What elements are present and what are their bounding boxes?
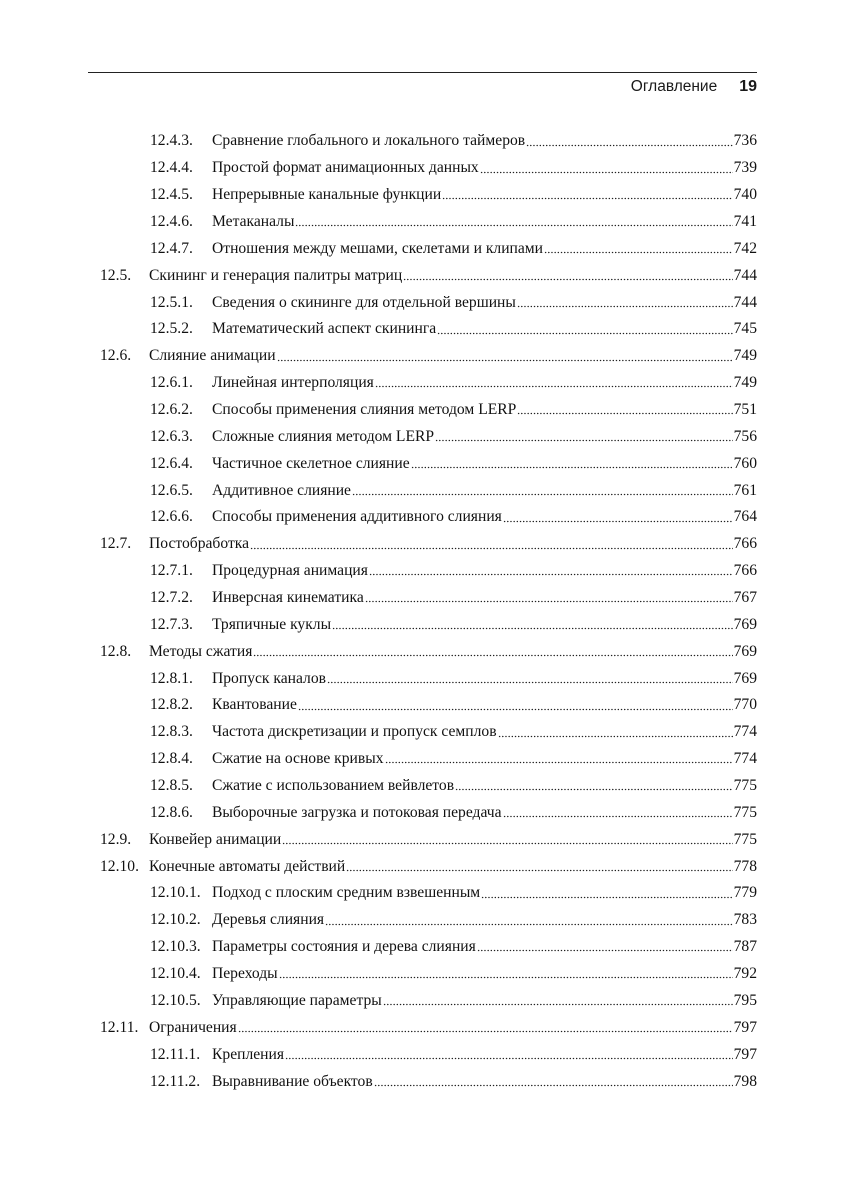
- toc-subsection-entry[interactable]: [0, 1041, 849, 1068]
- toc-entry-page: 741: [733, 213, 757, 230]
- toc-entry-page: 775: [733, 777, 757, 795]
- toc-entry-title: Переходы: [212, 965, 278, 983]
- toc-dot-leader: [477, 939, 733, 955]
- toc-entry-title: Сжатие с использованием вейвлетов: [212, 777, 455, 795]
- toc-entry-page: 795: [733, 991, 757, 1009]
- toc-dot-leader: [383, 993, 733, 1009]
- header-rule: [88, 72, 757, 73]
- toc-section-entry[interactable]: [0, 531, 849, 558]
- toc-entry-title: Управляющие параметры: [212, 991, 382, 1009]
- toc-entry-number: 12.11.2.: [150, 1072, 201, 1090]
- toc-entry-title: Сведения о скининге для отдельной вершины: [212, 293, 516, 311]
- toc-entry-title: Непрерывные канальные функции: [212, 186, 442, 204]
- toc-dot-leader: [374, 1074, 733, 1090]
- toc-subsection-entry[interactable]: [0, 988, 849, 1015]
- toc-entry-page: 797: [733, 1018, 757, 1036]
- toc-entry-page: 745: [733, 320, 757, 338]
- toc-entry-number: 12.10.1.: [150, 884, 201, 902]
- toc-subsection-entry[interactable]: [0, 477, 849, 504]
- toc-entry-title: Сравнение глобального и локального таймеров: [212, 132, 526, 150]
- toc-dot-leader: [498, 725, 733, 741]
- toc-entry-title: Ограничения: [149, 1018, 237, 1036]
- toc-dot-leader: [295, 214, 732, 230]
- toc-entry-number: 12.10.2.: [150, 911, 201, 929]
- toc-entry-number: 12.10.5.: [150, 991, 201, 1009]
- toc-entry-page: 742: [733, 239, 757, 257]
- toc-subsection-entry[interactable]: [0, 961, 849, 988]
- toc-subsection-entry[interactable]: [0, 799, 849, 826]
- toc-subsection-entry[interactable]: [0, 880, 849, 907]
- toc-section-entry[interactable]: [0, 343, 849, 370]
- toc-dot-leader: [238, 1020, 733, 1036]
- toc-entry-page: 749: [733, 374, 757, 392]
- toc-entry-page: 792: [733, 965, 757, 983]
- toc-entry-number: 12.6.6.: [150, 508, 193, 526]
- toc-dot-leader: [455, 778, 733, 794]
- toc-subsection-entry[interactable]: [0, 209, 849, 236]
- toc-entry-number: 12.7.2.: [150, 589, 193, 607]
- running-head: [631, 78, 757, 100]
- toc-entry-page: 767: [733, 589, 757, 607]
- toc-entry-title: Сложные слияния методом LERP: [212, 427, 435, 445]
- toc-entry-number: 12.6.4.: [150, 454, 193, 472]
- toc-entry-page: 766: [733, 562, 757, 580]
- toc-dot-leader: [332, 617, 733, 633]
- toc-entry-number: 12.4.3.: [150, 132, 193, 150]
- toc-entry-title: Тряпичные куклы: [212, 615, 332, 633]
- toc-dot-leader: [285, 1047, 733, 1063]
- toc-entry-title: Способы применения слияния методом LERP: [212, 401, 517, 419]
- toc-subsection-entry[interactable]: [0, 1068, 849, 1095]
- toc-entry-number: 12.9.: [100, 830, 132, 848]
- toc-entry-number: 12.7.3.: [150, 615, 193, 633]
- toc-dot-leader: [346, 859, 732, 875]
- toc-entry-page: 744: [733, 266, 757, 284]
- toc-entry-title: Частота дискретизации и пропуск семплов: [212, 723, 497, 741]
- toc-entry-number: 12.11.1.: [150, 1045, 201, 1063]
- toc-entry-title: Сжатие на основе кривых: [212, 750, 384, 768]
- toc-entry-title: Выравнивание объектов: [212, 1072, 373, 1090]
- toc-dot-leader: [526, 134, 732, 150]
- toc-entry-title: Подход с плоским средним взвешенным: [212, 884, 481, 902]
- toc-dot-leader: [365, 590, 733, 606]
- toc-dot-leader: [385, 751, 733, 767]
- toc-subsection-entry[interactable]: [0, 289, 849, 316]
- toc-entry-title: Выборочные загрузка и потоковая передача: [212, 803, 502, 821]
- toc-entry-title: Квантование: [212, 696, 297, 714]
- toc-entry-page: 744: [733, 293, 757, 311]
- toc-dot-leader: [517, 295, 733, 311]
- toc-entry-number: 12.5.: [100, 266, 132, 284]
- toc-dot-leader: [442, 187, 732, 203]
- toc-entry-page: 769: [733, 615, 757, 633]
- toc-entry-number: 12.8.6.: [150, 803, 193, 821]
- toc-entry-page: 769: [733, 669, 757, 687]
- toc-dot-leader: [375, 375, 733, 391]
- toc-entry-title: Способы применения аддитивного слияния: [212, 508, 502, 526]
- toc-dot-leader: [277, 349, 733, 365]
- toc-subsection-entry[interactable]: [0, 504, 849, 531]
- toc-dot-leader: [435, 429, 733, 445]
- toc-dot-leader: [411, 456, 733, 472]
- toc-dot-leader: [298, 698, 733, 714]
- toc-subsection-entry[interactable]: [0, 155, 849, 182]
- toc-entry-number: 12.5.1.: [150, 293, 193, 311]
- toc-entry-title: Линейная интерполяция: [212, 374, 374, 392]
- toc-dot-leader: [279, 966, 733, 982]
- toc-entry-page: 779: [733, 884, 757, 902]
- toc-subsection-entry[interactable]: [0, 397, 849, 424]
- toc-entry-number: 12.10.: [100, 857, 139, 875]
- toc-subsection-entry[interactable]: [0, 128, 849, 155]
- toc-entry-title: Методы сжатия: [149, 642, 253, 660]
- toc-entry-title: Математический аспект скининга: [212, 320, 437, 338]
- toc-subsection-entry[interactable]: [0, 450, 849, 477]
- toc-dot-leader: [480, 160, 733, 176]
- toc-entry-number: 12.6.5.: [150, 481, 193, 499]
- toc-entry-number: 12.4.5.: [150, 186, 193, 204]
- toc-subsection-entry[interactable]: [0, 235, 849, 262]
- toc-entry-page: 751: [733, 401, 757, 419]
- toc-entry-number: 12.4.6.: [150, 213, 193, 230]
- toc-entry-number: 12.8.2.: [150, 696, 193, 714]
- toc-entry-title: Постобработка: [149, 535, 250, 553]
- toc-subsection-entry[interactable]: [0, 370, 849, 397]
- toc-dot-leader: [352, 483, 733, 499]
- toc-entry-number: 12.8.: [100, 642, 132, 660]
- table-of-contents: [0, 128, 849, 1095]
- toc-dot-leader: [437, 322, 732, 338]
- page-number: 19: [739, 78, 757, 95]
- toc-entry-page: 774: [733, 723, 757, 741]
- toc-dot-leader: [369, 563, 733, 579]
- toc-entry-page: 770: [733, 696, 757, 714]
- toc-subsection-entry[interactable]: [0, 611, 849, 638]
- toc-entry-title: Деревья слияния: [212, 911, 325, 929]
- toc-entry-page: 797: [733, 1045, 757, 1063]
- toc-entry-title: Конвейер анимации: [149, 830, 282, 848]
- toc-entry-page: 778: [733, 857, 757, 875]
- toc-subsection-entry[interactable]: [0, 665, 849, 692]
- toc-entry-number: 12.10.4.: [150, 965, 201, 983]
- toc-entry-page: 769: [733, 642, 757, 660]
- toc-subsection-entry[interactable]: [0, 558, 849, 585]
- toc-entry-page: 760: [733, 454, 757, 472]
- toc-entry-page: 783: [733, 911, 757, 929]
- toc-entry-title: Пропуск каналов: [212, 669, 326, 687]
- toc-entry-number: 12.4.7.: [150, 239, 193, 257]
- toc-entry-title: Метаканалы: [212, 213, 295, 230]
- toc-dot-leader: [282, 832, 732, 848]
- toc-entry-title: Конечные автоматы действий: [149, 857, 346, 875]
- toc-entry-page: 798: [733, 1072, 757, 1090]
- toc-entry-page: 766: [733, 535, 757, 553]
- toc-entry-number: 12.7.: [100, 535, 132, 553]
- toc-entry-page: 774: [733, 750, 757, 768]
- toc-entry-page: 761: [733, 481, 757, 499]
- toc-dot-leader: [253, 644, 732, 660]
- toc-section-entry[interactable]: [0, 853, 849, 880]
- toc-entry-page: 749: [733, 347, 757, 365]
- toc-entry-number: 12.11.: [100, 1018, 139, 1036]
- toc-section-entry[interactable]: [0, 638, 849, 665]
- toc-entry-page: 740: [733, 186, 757, 204]
- toc-subsection-entry[interactable]: [0, 182, 849, 209]
- toc-section-entry[interactable]: [0, 1014, 849, 1041]
- toc-dot-leader: [503, 510, 733, 526]
- running-title: Оглавление: [630, 78, 718, 95]
- toc-entry-title: Скининг и генерация палитры матриц: [149, 266, 403, 284]
- toc-entry-number: 12.6.: [100, 347, 132, 365]
- toc-entry-title: Простой формат анимационных данных: [212, 159, 479, 177]
- toc-entry-title: Инверсная кинематика: [212, 589, 364, 607]
- toc-subsection-entry[interactable]: [0, 316, 849, 343]
- toc-entry-title: Отношения между мешами, скелетами и клипами: [212, 239, 544, 257]
- toc-dot-leader: [403, 268, 732, 284]
- toc-entry-page: 775: [733, 830, 757, 848]
- toc-entry-number: 12.6.2.: [150, 401, 193, 419]
- toc-subsection-entry[interactable]: [0, 692, 849, 719]
- toc-dot-leader: [327, 671, 733, 687]
- toc-section-entry[interactable]: [0, 826, 849, 853]
- toc-dot-leader: [481, 886, 732, 902]
- toc-entry-number: 12.7.1.: [150, 562, 193, 580]
- toc-entry-title: Процедурная анимация: [212, 562, 368, 580]
- toc-entry-title: Слияние анимации: [149, 347, 276, 365]
- toc-subsection-entry[interactable]: [0, 934, 849, 961]
- toc-entry-number: 12.8.5.: [150, 777, 193, 795]
- toc-subsection-entry[interactable]: [0, 719, 849, 746]
- toc-dot-leader: [544, 241, 733, 257]
- toc-subsection-entry[interactable]: [0, 423, 849, 450]
- toc-entry-page: 756: [733, 427, 757, 445]
- toc-entry-number: 12.6.1.: [150, 374, 193, 392]
- toc-entry-number: 12.5.2.: [150, 320, 193, 338]
- toc-dot-leader: [250, 537, 733, 553]
- toc-entry-number: 12.4.4.: [150, 159, 193, 177]
- toc-dot-leader: [503, 805, 733, 821]
- toc-entry-number: 12.6.3.: [150, 427, 193, 445]
- toc-entry-page: 764: [733, 508, 757, 526]
- toc-entry-page: 739: [733, 159, 757, 177]
- toc-entry-number: 12.8.1.: [150, 669, 193, 687]
- toc-dot-leader: [325, 913, 733, 929]
- toc-entry-number: 12.8.4.: [150, 750, 193, 768]
- toc-dot-leader: [517, 402, 732, 418]
- toc-subsection-entry[interactable]: [0, 773, 849, 800]
- toc-entry-title: Частичное скелетное слияние: [212, 454, 410, 472]
- toc-subsection-entry[interactable]: [0, 585, 849, 612]
- toc-entry-number: 12.8.3.: [150, 723, 193, 741]
- toc-entry-page: 775: [733, 803, 757, 821]
- toc-entry-number: 12.10.3.: [150, 938, 201, 956]
- toc-entry-title: Аддитивное слияние: [212, 481, 351, 499]
- toc-section-entry[interactable]: [0, 262, 849, 289]
- toc-subsection-entry[interactable]: [0, 907, 849, 934]
- toc-entry-title: Крепления: [212, 1045, 285, 1063]
- toc-entry-page: 736: [733, 132, 757, 150]
- toc-subsection-entry[interactable]: [0, 746, 849, 773]
- toc-entry-page: 787: [733, 938, 757, 956]
- toc-entry-title: Параметры состояния и дерева слияния: [212, 938, 476, 956]
